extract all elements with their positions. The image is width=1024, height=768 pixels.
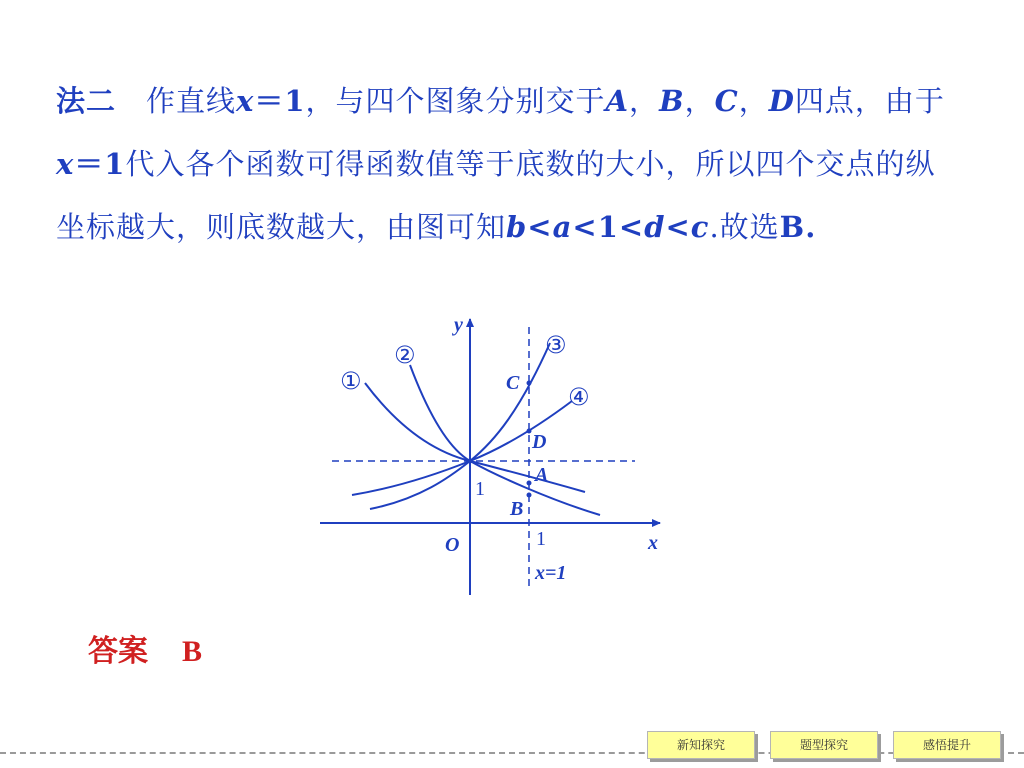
answer-value: B [182,635,203,668]
curve-4-label: ④ [568,383,590,411]
comma: ， [738,84,769,118]
origin-label: O [445,534,460,556]
var-a: a [552,210,573,244]
point-a-ref: A [605,84,630,118]
less-than-one: <1< [572,210,645,244]
nav-button-reflection[interactable]: 感悟提升 [893,731,1001,759]
less-than: < [527,210,553,244]
x-axis-label: x [648,532,658,554]
point-a-label: A [535,464,549,486]
explanation-paragraph [56,70,956,259]
point-b-ref: B [659,84,685,118]
equals-one: ＝1 [74,147,126,181]
method-label: 法二 [56,84,117,118]
curve-1 [365,383,585,492]
text-segment: .故选 [709,210,780,244]
less-than: < [665,210,691,244]
text-segment: 代入各个函数可得函数值等于底数的大小，所以四个交点的纵坐标越大，则底数越大，由图可知 [56,147,936,244]
x-one-label: 1 [536,528,546,550]
equals-one: ＝1 [254,84,306,118]
var-d: d [644,210,666,244]
text-segment: 四点，由于 [794,84,945,118]
point-a [527,481,532,486]
point-c-label: C [506,372,520,394]
answer-label: 答案 [88,634,148,669]
choice-letter: B [779,210,806,244]
exponential-graph-diagram [310,305,690,605]
var-x: x [56,147,75,181]
point-b-label: B [510,498,524,520]
point-b [527,493,532,498]
x-equals-one-label: x=1 [535,562,567,584]
point-d-label: D [532,431,547,453]
point-d-ref: D [768,84,795,118]
common-point [468,459,473,464]
y-one-label: 1 [475,478,485,500]
curve-2-label: ② [394,341,416,369]
point-c-ref: C [714,84,739,118]
text-segment: 作直线 [146,84,237,118]
period: . [805,210,817,244]
answer-line [88,632,202,672]
comma: ， [684,84,715,118]
point-d [527,429,532,434]
var-b: b [506,210,528,244]
y-axis-label: y [454,314,463,336]
nav-button-new-knowledge[interactable]: 新知探究 [647,731,755,759]
text-segment: ，与四个图象分别交于 [305,84,606,118]
var-x: x [236,84,255,118]
var-c: c [690,210,710,244]
curve-1-label: ① [340,367,362,395]
curve-3-label: ③ [545,331,567,359]
point-c [527,381,532,386]
comma: ， [629,84,660,118]
nav-button-question-types[interactable]: 题型探究 [770,731,878,759]
